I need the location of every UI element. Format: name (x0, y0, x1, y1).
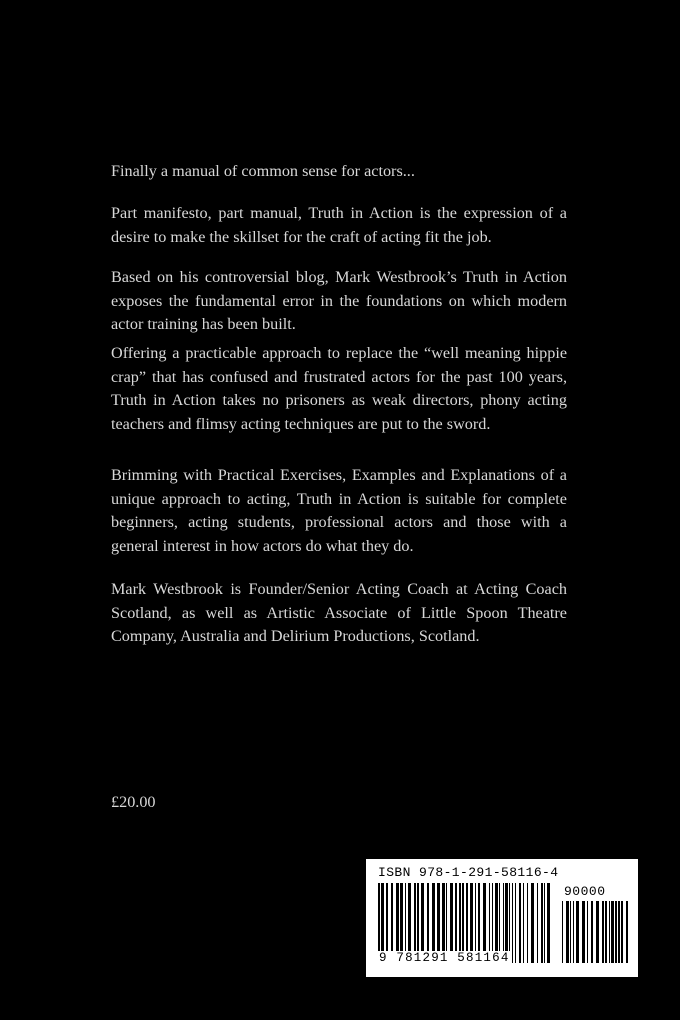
barcode-bar (602, 901, 604, 963)
blurb-paragraph (111, 202, 567, 249)
blurb-paragraph (111, 266, 567, 337)
barcode-bar (531, 883, 534, 963)
addon-price-code: 90000 (564, 884, 606, 899)
author-bio-text: Mark Westbrook is Founder/Senior Acting Coach at Acting Coach Scotland, as well as Artistic Associate of Little Spoon Theatre Company, Australia and Delirium Productions, Scotland. (111, 580, 567, 645)
barcode-bar (519, 883, 521, 963)
price-label: £20.00 (111, 793, 156, 811)
barcode-bar (611, 901, 614, 963)
blurb-paragraph (111, 464, 567, 558)
barcode-bar (566, 901, 569, 963)
barcode-bar (570, 901, 571, 963)
barcode-bar (537, 883, 538, 963)
barcode-bar (512, 883, 513, 963)
blurb-paragraph-text: Based on his controversial blog, Mark Westbrook’s Truth in Action exposes the fundamental error in the foundations on which modern actor training has been built. (111, 268, 567, 333)
barcode-digits: 9 781291 581164 (379, 951, 510, 965)
barcode-bar (609, 901, 610, 963)
barcode-bar (626, 901, 628, 963)
tagline-text: Finally a manual of common sense for actors... (111, 162, 415, 180)
barcode-bar (527, 883, 528, 963)
barcode-bar (596, 901, 599, 963)
barcode-bar (605, 901, 607, 963)
blurb-paragraph (111, 342, 567, 436)
author-bio (111, 578, 567, 649)
isbn-barcode (366, 859, 638, 977)
barcode-bar (621, 901, 623, 963)
barcode-bar (515, 883, 516, 963)
blurb-paragraph-text: Part manifesto, part manual, Truth in Action is the expression of a desire to make the skillset for the craft of acting fit the job. (111, 204, 567, 246)
barcode-bar (576, 901, 579, 963)
barcode-bar (618, 901, 620, 963)
barcode-bar (523, 883, 524, 963)
barcode-bar (541, 883, 543, 963)
barcode-bar (591, 901, 593, 963)
blurb-paragraph-text: Offering a practicable approach to replace the “well meaning hippie crap” that has confused and frustrated actors for the past 100 years, Truth in Action takes no prisoners as weak directors, phony acting teachers and flimsy acting techniques are put to the sword. (111, 344, 567, 433)
barcode-bar (582, 901, 585, 963)
barcode-bar (615, 901, 617, 963)
tagline (111, 160, 567, 184)
barcode-bar (587, 901, 588, 963)
isbn-label: ISBN 978-1-291-58116-4 (378, 865, 559, 880)
barcode-bar (544, 883, 545, 963)
barcode-bar (562, 901, 563, 963)
barcode-bar (573, 901, 574, 963)
barcode-bar (547, 883, 550, 963)
blurb-paragraph-text: Brimming with Practical Exercises, Examples and Explanations of a unique approach to acting, Truth in Action is suitable for complete beginners, acting students, professional actors and those with a general interest in how actors do what they do. (111, 466, 567, 555)
